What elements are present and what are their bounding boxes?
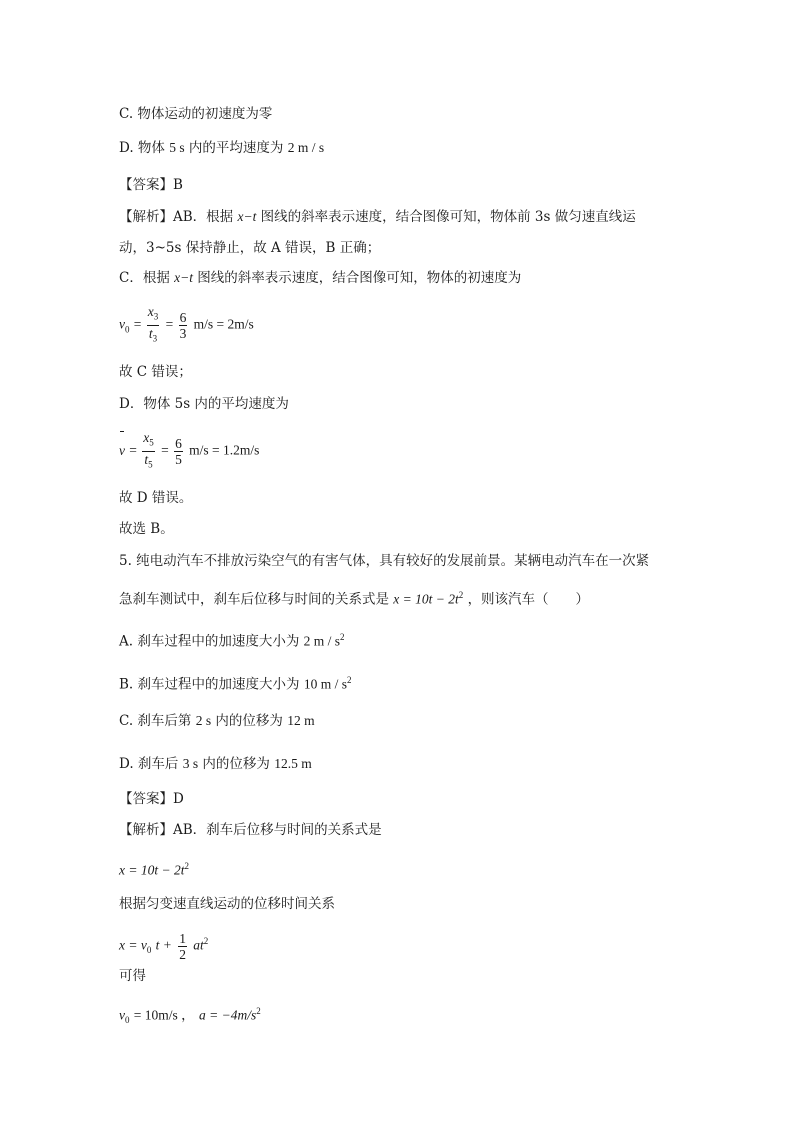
option-c-q4: C. 物体运动的初速度为零 [119, 106, 273, 122]
equation-kinematic: $x = v_0$ t + $\frac{1}{2}$ $at^2$ [119, 930, 209, 962]
d-wrong: 故 D 错误。 [119, 490, 193, 506]
q5-option-d: D. 刹车后 3 s 内的位移为 12.5 m [119, 756, 312, 772]
can-get: 可得 [119, 968, 146, 984]
q5-analysis-line2: 根据匀变速直线运动的位移时间关系 [119, 896, 335, 912]
q5-stem-line1: 5. 纯电动汽车不排放污染空气的有害气体，具有较好的发展前景。某辆电动汽车在一次紧 [119, 553, 650, 569]
analysis-q4-line2: 动，3~5s 保持静止，故 A 错误，B 正确； [119, 240, 381, 256]
fraction-x3-t3: $\frac{x_3}{t_3}$ [147, 304, 160, 346]
fraction-6-5: $\frac{6}{5}$ [175, 435, 182, 467]
equation-displacement: $x = 10t - 2t^2$ [119, 861, 189, 878]
answer-q4: 【答案】B [119, 177, 183, 193]
choose-b: 故选 B。 [119, 521, 174, 537]
option-d-q4: D. 物体 5 s 内的平均速度为 2 m / s [119, 140, 325, 156]
c-wrong: 故 C 错误； [119, 364, 192, 380]
equation-average-velocity: v = $\frac{x_5}{t_5}$ = $\frac{6}{5}$ m/s = 1.2m/s [119, 430, 734, 472]
q5-option-b: B. 刹车过程中的加速度大小为 10 m / $s^2$ [119, 675, 352, 693]
equation-initial-velocity: $v_0$ = $\frac{x_3}{t_3}$ = $\frac{6}{3}$ m/s = 2m/s [119, 304, 734, 346]
analysis-q4-line1: 【解析】AB．根据 x−t 图线的斜率表示速度，结合图像可知，物体前 3s 做匀速直线运 [119, 209, 636, 225]
q5-option-a: A. 刹车过程中的加速度大小为 2 m / $s^2$ [119, 632, 345, 650]
analysis-d-q4: D．物体 5s 内的平均速度为 [119, 396, 289, 412]
q5-analysis-line1: 【解析】AB．刹车后位移与时间的关系式是 [119, 822, 382, 838]
fraction-x5-t5: $\frac{x_5}{t_5}$ [142, 430, 155, 472]
fraction-1-2: $\frac{1}{2}$ [179, 930, 186, 962]
fraction-6-3: $\frac{6}{3}$ [179, 309, 187, 341]
q5-stem-line2: 急刹车测试中，刹车后位移与时间的关系式是 $x = 10t - 2t^2$ ，则该汽车（ ） [119, 590, 590, 608]
q5-answer: 【答案】D [119, 791, 184, 807]
analysis-q4-line3: C．根据 x−t 图线的斜率表示速度，结合图像可知，物体的初速度为 [119, 270, 522, 286]
equation-results: $v_0 = 10m/s$ ， $a = -4m/s^2$ [119, 1006, 261, 1026]
q5-option-c: C. 刹车后第 2 s 内的位移为 12 m [119, 713, 315, 729]
